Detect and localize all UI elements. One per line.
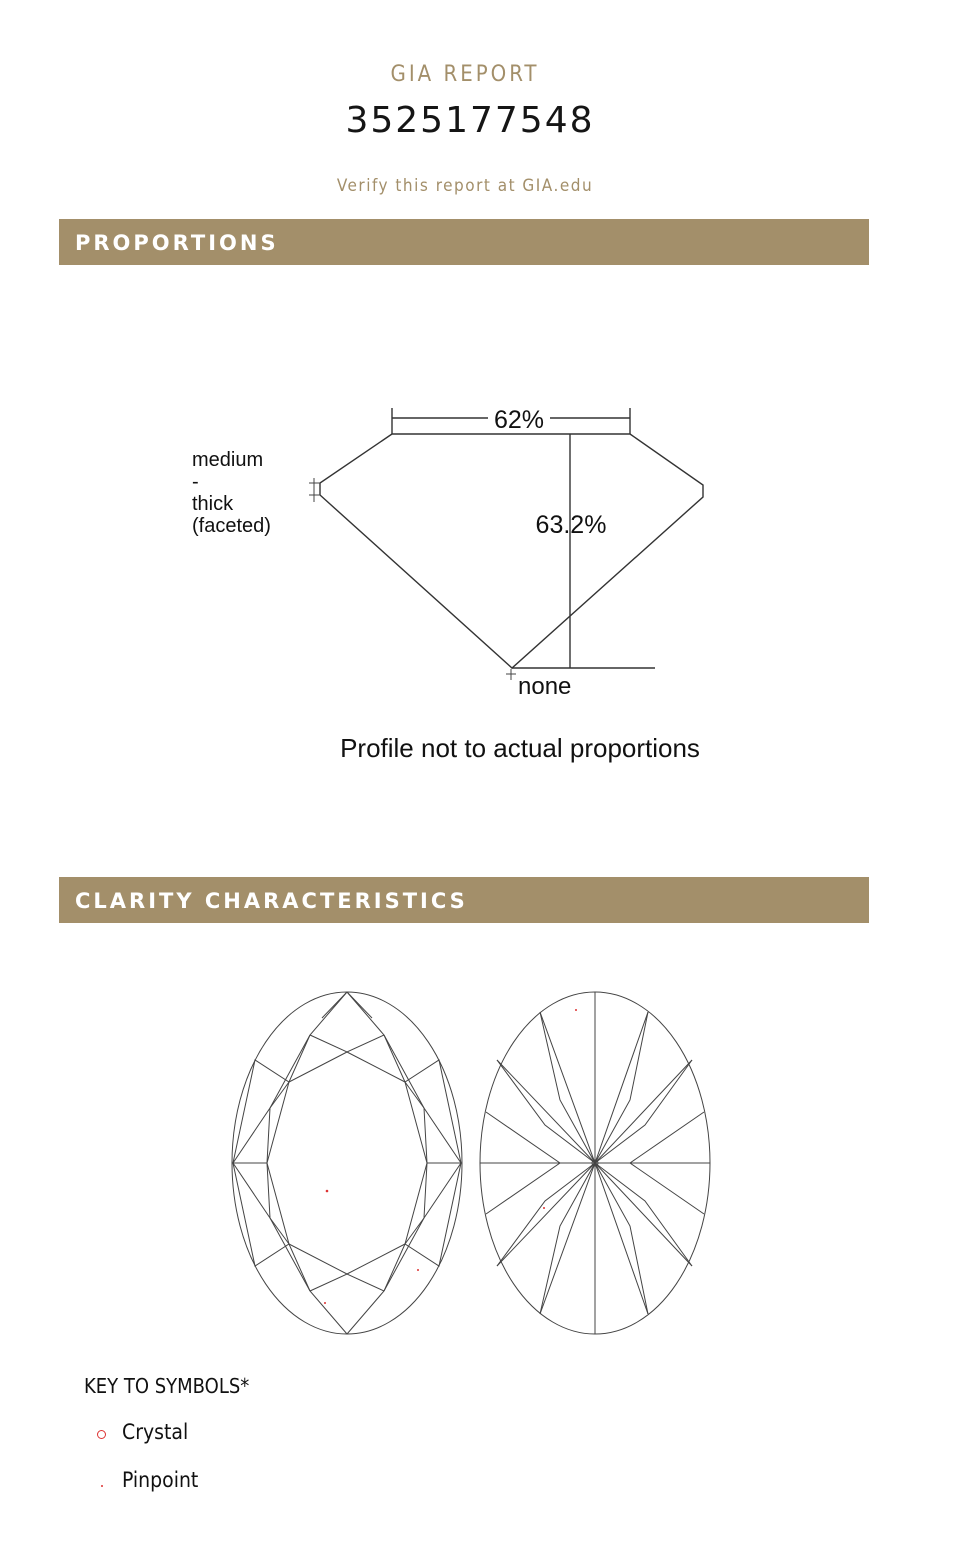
crown-facet-11 [233, 1035, 310, 1163]
crown-facet-16 [347, 992, 372, 1018]
crown-facet-14 [384, 1163, 461, 1291]
crown-facet-15 [322, 992, 347, 1018]
key-item-pinpoint [96, 1468, 198, 1492]
pinpoint-mark [543, 1207, 545, 1209]
diamond-profile [320, 434, 703, 668]
pinpoint-icon [101, 1485, 103, 1487]
crown-facet-13 [233, 1163, 310, 1291]
key-title: KEY TO SYMBOLS* [84, 1374, 250, 1398]
crown-facet-12 [384, 1035, 461, 1163]
girdle-label-line3: thick [192, 493, 234, 515]
proportions-diagram [192, 406, 703, 763]
proportions-section-header: PROPORTIONS [59, 219, 869, 265]
crown-facet-10 [405, 1082, 427, 1244]
pinpoint-mark [324, 1302, 326, 1304]
key-item-label: Pinpoint [122, 1468, 199, 1492]
verify-link[interactable]: Verify this report at GIA.edu [336, 176, 594, 196]
crown-facet-5 [310, 1035, 384, 1052]
crown-plot [232, 992, 462, 1334]
crown-table [267, 1052, 427, 1274]
pavilion-facet-1 [540, 1012, 648, 1163]
crown-facet-6 [310, 1274, 384, 1291]
depth-percent: 63.2% [535, 511, 607, 539]
pinpoint-mark [326, 1190, 329, 1193]
profile-note: Profile not to actual proportions [340, 733, 700, 763]
pavilion-plot [480, 992, 710, 1334]
girdle-label-line2: - [192, 471, 199, 493]
girdle-label-line4: (faceted) [192, 515, 271, 537]
crystal-icon [97, 1430, 106, 1439]
crown-facet-9 [267, 1082, 289, 1244]
pavilion-facet-2 [540, 1163, 648, 1314]
pinpoint-mark [417, 1269, 419, 1271]
key-item-label: Crystal [122, 1420, 189, 1444]
key-item-crystal [96, 1420, 188, 1444]
report-heading: GIA REPORT [390, 62, 540, 87]
girdle-label-line1: medium [192, 449, 264, 471]
table-percent: 62% [493, 406, 545, 434]
culet-label: none [518, 673, 572, 700]
report-number: 3525177548 [345, 100, 595, 141]
clarity-section-header: CLARITY CHARACTERISTICS [59, 877, 869, 923]
pinpoint-mark [575, 1009, 577, 1011]
